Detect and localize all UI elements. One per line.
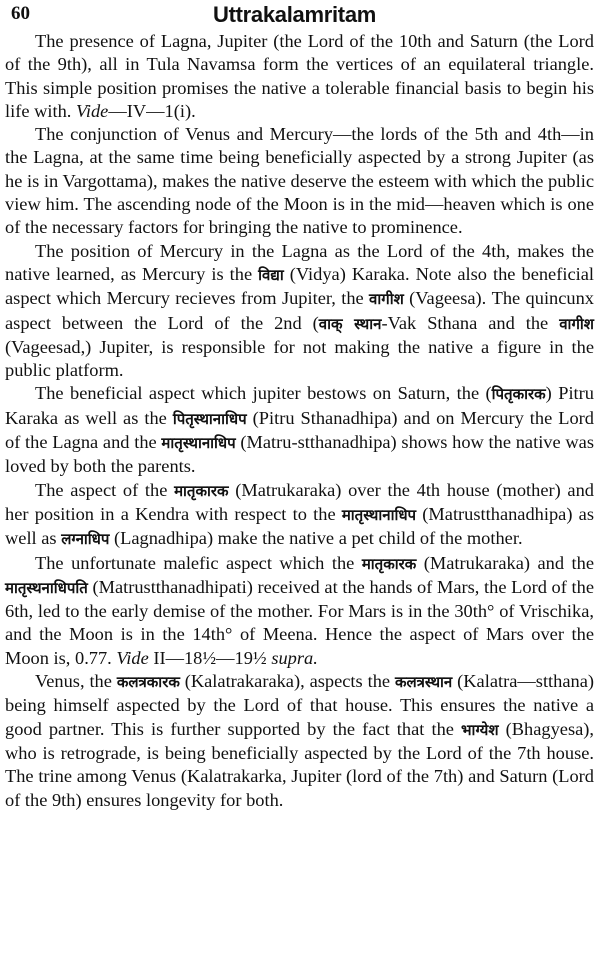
text-run: II—18½—19½ <box>148 647 272 668</box>
devanagari-term: वागीश <box>369 290 404 309</box>
devanagari-term: वागीश <box>559 314 594 333</box>
italic-text: Vide <box>76 100 109 121</box>
text-run: (Vageesad,) Jupiter, is responsible for not making the native a figure in the public platform. <box>5 336 594 381</box>
text-run: (Kalatrakaraka), aspects the <box>179 671 395 692</box>
paragraph <box>5 30 594 123</box>
text-run: The position of Mercury in the Lagna as the Lord of the 4th, makes the native learned, as Mercury is the <box>5 240 594 284</box>
text-run: (Bhagyesa), who is retrograde, is being beneficially aspected by the Lord of the 7th house. The trine among Venus (Kalatrakarka, Jupiter (lord of the 7th) and Saturn (Lord of the 9th) ensures longevity for both. <box>5 718 594 810</box>
paragraph <box>5 382 594 478</box>
devanagari-term: विद्या <box>258 265 284 284</box>
text-run: ) Pitru Karaka as well as the <box>5 383 594 428</box>
italic-text: supra. <box>271 647 318 668</box>
text-run: The aspect of the <box>35 479 175 500</box>
text-run: (Matrukaraka) over the 4th house (mother) and her position in a Kendra with respect to the <box>5 479 594 524</box>
italic-text: Vide <box>116 647 149 668</box>
paragraph <box>5 123 594 239</box>
text-run: (Matrukaraka) and the <box>416 552 594 573</box>
devanagari-term: पितृस्थानाधिप <box>172 409 247 428</box>
text-run: (Kalatra—stthana) being himself aspected by the Lord of that house. This ensures the native a good partner. This is further supported by the fact that the <box>5 671 594 739</box>
text-run: Venus, the <box>35 671 117 692</box>
devanagari-term: भाग्येश <box>461 720 499 739</box>
body-text <box>5 30 594 812</box>
paragraph <box>5 670 594 812</box>
devanagari-term: मातृस्थानाधिप <box>161 434 236 453</box>
text-run: (Pitru Sthanadhipa) and on Mercury the Lord of the Lagna and the <box>5 407 594 453</box>
devanagari-term: मातृस्थानाधिप <box>341 505 417 524</box>
text-run: —IV—1(i). <box>108 100 196 121</box>
text-run: (Vidya) Karaka. Note also the beneficial aspect which Mercury recieves from Jupiter, the <box>5 263 594 309</box>
text-run: -Vak Sthana and the <box>381 312 560 333</box>
running-head: Uttrakalamritam <box>213 2 377 27</box>
text-run: (Lagnadhipa) make the native a pet child of the mother. <box>109 528 523 549</box>
text-run: The beneficial aspect which jupiter bestows on Saturn, the ( <box>35 383 492 404</box>
text-run: (Vageesa). The quincunx aspect between the Lord of the 2nd ( <box>5 288 594 333</box>
text-run: (Matrustthanadhipati) received at the hands of Mars, the Lord of the 6th, led to the early demise of the mother. For Mars is in the 30th° of Vrischika, and the Moon is in the 14th° of Meena. Hence the aspect of Mars over the Moon is, 0.77. <box>5 576 594 668</box>
text-run: The presence of Lagna, Jupiter (the Lord of the 10th and Saturn (the Lord of the 9th), all in Tula Navamsa form the vertices of an equilateral triangle. This simple position promises the native a tolerable financial basis to begin his life with. <box>5 31 594 121</box>
text-run: The unfortunate malefic aspect which the <box>35 552 362 573</box>
devanagari-term: लग्नाधिप <box>61 530 110 549</box>
devanagari-term: कलत्रकारक <box>116 673 180 692</box>
devanagari-term: कलत्रस्थान <box>394 673 453 692</box>
devanagari-term: मातृकारक <box>361 554 417 573</box>
text-run: The conjunction of Venus and Mercury—the lords of the 5th and 4th—in the Lagna, at the same time being beneficially aspected by a strong Jupiter (as he is in Vargottama), makes the native deserve the esteem with which the public view him. The ascending node of the Moon is in the mid—heaven which is one of the necessary factors for bringing the native to prominence. <box>5 124 594 238</box>
text-run: (Matrustthanadhipa) as well as <box>5 503 594 549</box>
page-number: 60 <box>11 3 30 24</box>
devanagari-term: मातृकारक <box>174 481 229 500</box>
devanagari-term: वाक् स्थान <box>318 314 382 333</box>
devanagari-term: मातृस्थनाधिपति <box>5 578 88 597</box>
devanagari-term: पितृकारक <box>491 385 546 404</box>
page-header <box>5 0 594 30</box>
text-run: (Matru-stthanadhipa) shows how the native was loved by both the parents. <box>5 432 595 477</box>
paragraph <box>5 240 594 383</box>
paragraph <box>5 552 594 670</box>
paragraph <box>5 479 594 552</box>
